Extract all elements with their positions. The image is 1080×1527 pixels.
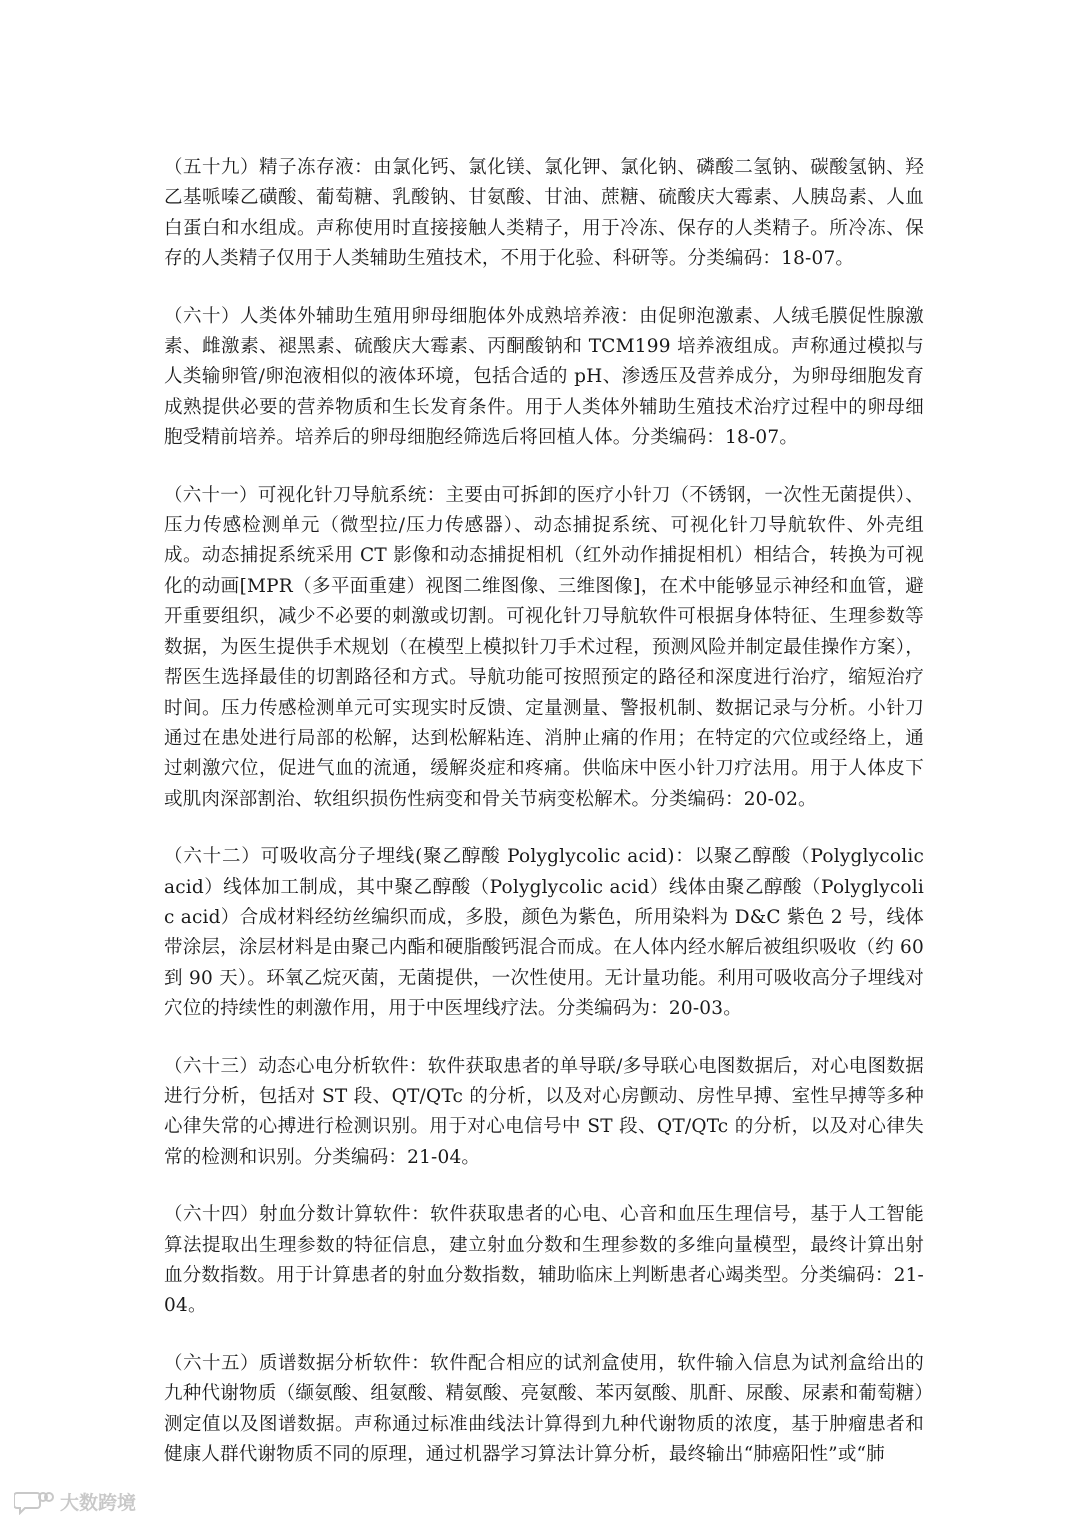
- watermark-text: 大数跨境: [60, 1492, 137, 1514]
- paragraph-item-65: （六十五）质谱数据分析软件：软件配合相应的试剂盒使用，软件输入信息为试剂盒给出的九种代谢物质（缬氨酸、组氨酸、精氨酸、亮氨酸、苯丙氨酸、肌酐、尿酸、尿素和葡萄糖）测定值以及图谱数据。声称通过标准曲线法计算得到九种代谢物质的浓度，基于肿瘤患者和健康人群代谢物质不同的原理，通过机器学习算法计算分析，最终输出“肺癌阳性”或“肺: [164, 1352, 924, 1466]
- document-page: [164, 153, 924, 1497]
- paragraph-item-64: （六十四）射血分数计算软件：软件获取患者的心电、心音和血压生理信号，基于人工智能算法提取出生理参数的特征信息，建立射血分数和生理参数的多维向量模型，最终计算出射血分数指数。用于计算患者的射血分数指数，辅助临床上判断患者心竭类型。分类编码：21-04。: [164, 1204, 924, 1317]
- paragraph-item-59: （五十九）精子冻存液：由氯化钙、氯化镁、氯化钾、氯化钠、磷酸二氢钠、碳酸氢钠、羟乙基哌嗪乙磺酸、葡萄糖、乳酸钠、甘氨酸、甘油、蔗糖、硫酸庆大霉素、人胰岛素、人血白蛋白和水组成。声称使用时直接接触人类精子，用于冷冻、保存的人类精子。所冷冻、保存的人类精子仅用于人类辅助生殖技术，不用于化验、科研等。分类编码：18-07。: [164, 157, 924, 270]
- paragraph-item-60: （六十）人类体外辅助生殖用卵母细胞体外成熟培养液：由促卵泡激素、人绒毛膜促性腺激素、雌激素、褪黑素、硫酸庆大霉素、丙酮酸钠和 TCM199 培养液组成。声称通过模拟与人类输卵管/卵泡液相似的液体环境，包括合适的 pH、渗透压及营养成分，为卵母细胞发育成熟提供必要的营养物质和生长发育条件。用于人类体外辅助生殖技术治疗过程中的卵母细胞受精前培养。培养后的卵母细胞经筛选后将回植人体。分类编码：18-07。: [164, 305, 924, 449]
- watermark: [14, 1488, 136, 1515]
- paragraph-item-63: （六十三）动态心电分析软件：软件获取患者的单导联/多导联心电图数据后，对心电图数据进行分析，包括对 ST 段、QT/QTc 的分析，以及对心房颤动、房性早搏、室性早搏等多种心律失常的心搏进行检测识别。用于对心电信号中 ST 段、QT/QTc 的分析，以及对心律失常的检测和识别。分类编码：21-04。: [164, 1055, 924, 1168]
- paragraph-item-61: （六十一）可视化针刀导航系统：主要由可拆卸的医疗小针刀（不锈钢，一次性无菌提供）、压力传感检测单元（微型拉/压力传感器）、动态捕捉系统、可视化针刀导航软件、外壳组成。动态捕捉系统采用 CT 影像和动态捕捉相机（红外动作捕捉相机）相结合，转换为可视化的动画[MPR（多平面重建）视图二维图像、三维图像]，在术中能够显示神经和血管，避开重要组织，减少不必要的刺激或切割。可视化针刀导航软件可根据身体特征、生理参数等数据，为医生提供手术规划（在模型上模拟针刀手术过程，预测风险并制定最佳操作方案），帮医生选择最佳的切割路径和方式。导航功能可按照预定的路径和深度进行治疗，缩短治疗时间。压力传感检测单元可实现实时反馈、定量测量、警报机制、数据记录与分析。小针刀通过在患处进行局部的松解，达到松解粘连、消肿止痛的作用；在特定的穴位或经络上，通过刺激穴位，促进气血的流通，缓解炎症和疼痛。供临床中医小针刀疗法用。用于人体皮下或肌肉深部割治、软组织损伤性病变和骨关节病变松解术。分类编码：20-02。: [164, 484, 924, 810]
- chat-bubble-logo-icon: [14, 1489, 54, 1515]
- paragraph-item-62: （六十二）可吸收高分子埋线(聚乙醇酸 Polyglycolic acid)：以聚乙醇酸（Polyglycolic acid）线体加工制成，其中聚乙醇酸（Polyglycolic acid）线体由聚乙醇酸（Polyglycolic acid）合成材料经纺丝编织而成，多股，颜色为紫色，所用染料为 D&C 紫色 2 号，线体带涂层，涂层材料是由聚己内酯和硬脂酸钙混合而成。在人体内经水解后被组织吸收（约 60 到 90 天）。环氧乙烷灭菌，无菌提供，一次性使用。无计量功能。利用可吸收高分子埋线对穴位的持续性的刺激作用，用于中医埋线疗法。分类编码为：20-03。: [164, 846, 924, 1020]
